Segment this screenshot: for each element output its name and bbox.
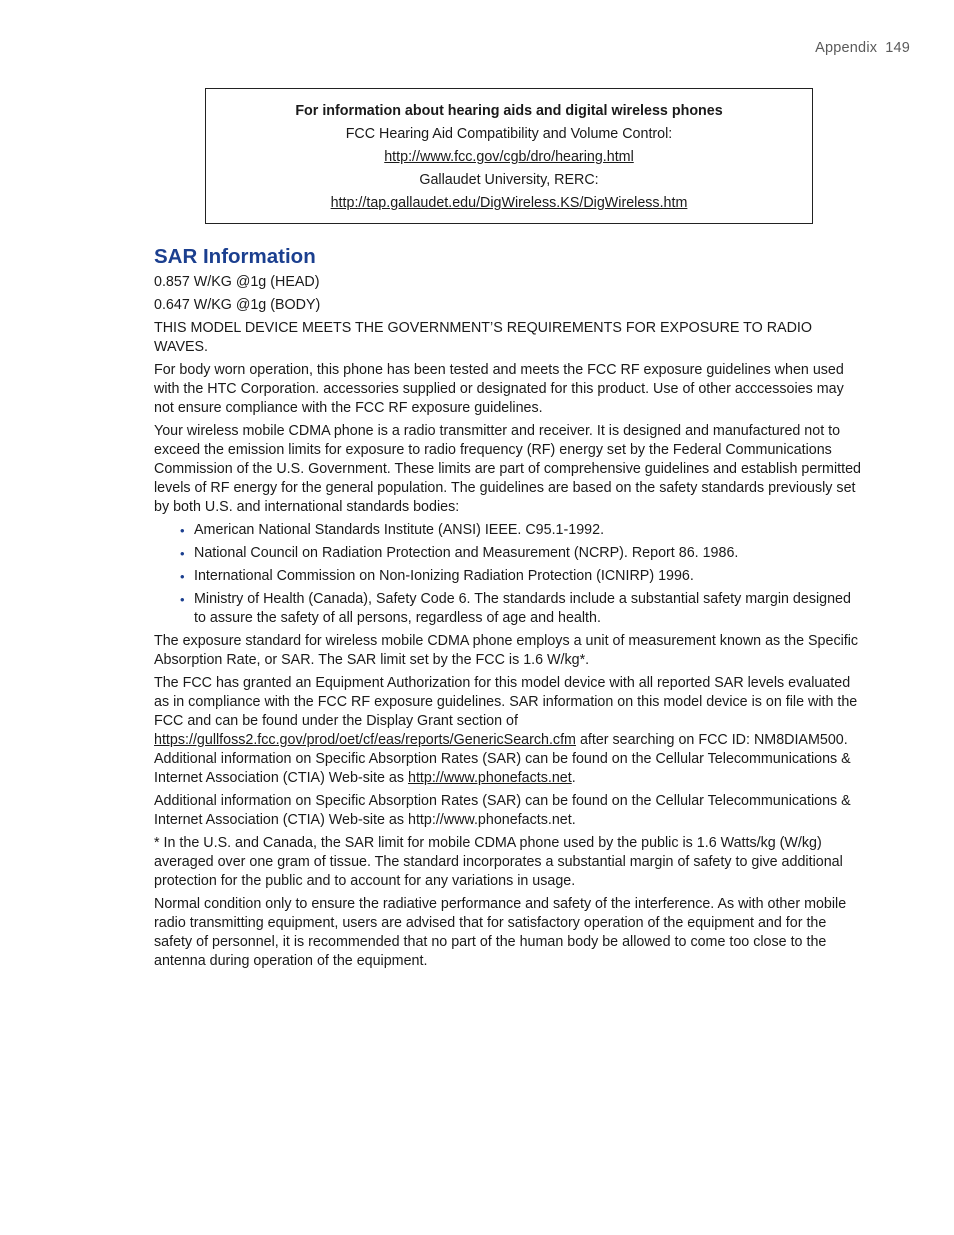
list-item: • National Council on Radiation Protection and Measurement (NCRP). Report 86. 1986. [194, 544, 864, 563]
phonefacts-link[interactable]: http://www.phonefacts.net [408, 770, 572, 786]
info-box-title: For information about hearing aids and digital wireless phones [295, 103, 723, 119]
standards-list [154, 521, 864, 628]
fcc-search-link[interactable]: https://gullfoss2.fcc.gov/prod/oet/cf/eas/reports/GenericSearch.cfm [154, 732, 576, 748]
sar-section [154, 244, 864, 975]
hearing-aid-info-box [205, 88, 813, 224]
list-item: • Ministry of Health (Canada), Safety Code 6. The standards include a substantial safety margin designed to assure the safety of all persons, regardless of age and health. [194, 590, 864, 628]
info-box-line-gallaudet: Gallaudet University, RERC: [419, 172, 599, 188]
sar-head-value: 0.857 W/KG @1g (HEAD) [154, 274, 320, 290]
intro-paragraph: Your wireless mobile CDMA phone is a radio transmitter and receiver. It is designed and manufactured not to exceed the emission limits for exposure to radio frequency (RF) energy set by the Federal Communications Commission of the U.S. Government. These limits are part of comprehensive guidelines and establish permitted levels of RF energy for the general population. The guidelines are based on the safety standards previously set by both U.S. and international standards bodies: [154, 423, 861, 515]
compliance-statement: THIS MODEL DEVICE MEETS THE GOVERNMENT’S REQUIREMENTS FOR EXPOSURE TO RADIO WAVES. [154, 320, 813, 355]
footnote-paragraph: * In the U.S. and Canada, the SAR limit for mobile CDMA phone used by the public is 1.6 Watts/kg (W/kg) averaged over one gram of tissue. The standard incorporates a substantial margin of safety to give additional protection for the public and to account for any variations in usage. [154, 835, 843, 889]
normal-condition-paragraph: Normal condition only to ensure the radiative performance and safety of the interference. As with other mobile radio transmitting equipment, users are advised that for satisfactory operation of the equipment and for the safety of personnel, it is recommended that no part of the human body be allowed to come too close to the antenna during operation of the equipment. [154, 896, 847, 969]
additional-info-paragraph: Additional information on Specific Absorption Rates (SAR) can be found on the Cellular Telecommunications & Internet Association (CTIA) Web-site as http://www.phonefacts.net. [154, 793, 851, 828]
info-box-line-fcc: FCC Hearing Aid Compatibility and Volume Control: [345, 126, 673, 142]
list-item: • American National Standards Institute (ANSI) IEEE. C95.1-1992. [194, 521, 864, 540]
exposure-standard-paragraph: The exposure standard for wireless mobile CDMA phone employs a unit of measurement known as the Specific Absorption Rate, or SAR. The SAR limit set by the FCC is 1.6 W/kg*. [154, 633, 859, 668]
section-heading: SAR Information [154, 245, 316, 268]
section-label: Appendix [815, 40, 878, 56]
list-item: • International Commission on Non-Ionizing Radiation Protection (ICNIRP) 1996. [194, 567, 864, 586]
fcc-text-part-3: . [571, 770, 576, 786]
fcc-hearing-link[interactable]: http://www.fcc.gov/cgb/dro/hearing.html [384, 149, 634, 165]
running-header [815, 40, 910, 56]
fcc-text-part-2: after searching on FCC ID: NM8DIAM500. Additional information on Specific Absorption Rates (SAR) can be found on the Cellular Telecommunications & Internet Association (CTIA) Web-site as [154, 732, 851, 786]
gallaudet-link[interactable]: http://tap.gallaudet.edu/DigWireless.KS/DigWireless.htm [330, 195, 688, 211]
fcc-authorization-paragraph [154, 674, 864, 788]
sar-body-value: 0.647 W/KG @1g (BODY) [154, 297, 321, 313]
body-worn-paragraph: For body worn operation, this phone has been tested and meets the FCC RF exposure guidelines when used with the HTC Corporation. accessories supplied or designated for this product. Use of other acccessoies may not ensure compliance with the FCC RF exposure guidelines. [154, 362, 844, 416]
fcc-text-part-1: The FCC has granted an Equipment Authorization for this model device with all reported SAR levels evaluated as in compliance with the FCC RF exposure guidelines. SAR information on this model device is on file with the FCC and can be found under the Display Grant section of [154, 675, 858, 729]
page-number: 149 [885, 40, 910, 56]
